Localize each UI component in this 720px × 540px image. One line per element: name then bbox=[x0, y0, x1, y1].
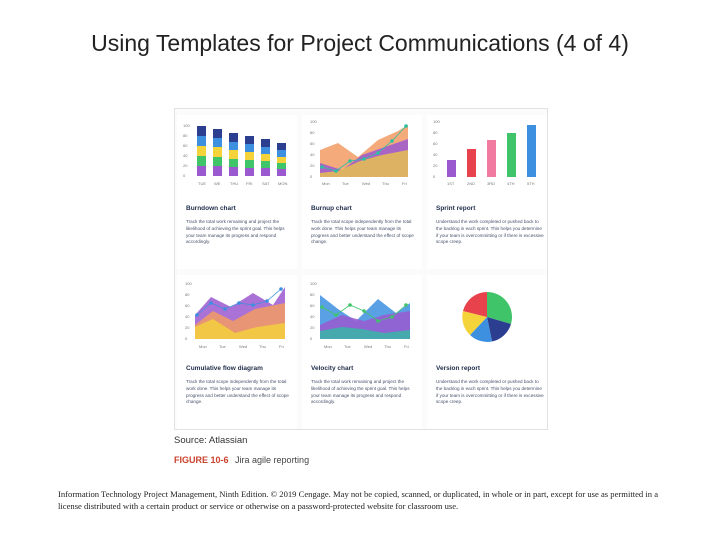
x-tick: Thu bbox=[382, 181, 389, 186]
y-tick: 100 bbox=[310, 281, 317, 286]
bar bbox=[507, 133, 516, 177]
y-tick: 60 bbox=[310, 303, 315, 308]
y-tick: 80 bbox=[185, 292, 190, 297]
x-tick: TUE bbox=[198, 181, 206, 186]
panel-cumulative-flow bbox=[177, 275, 297, 429]
y-tick: 40 bbox=[183, 153, 188, 158]
y-tick: 60 bbox=[433, 141, 438, 146]
sprint-report-chart bbox=[427, 115, 547, 203]
sprint-y-axis bbox=[433, 119, 440, 179]
burndown-y-axis bbox=[183, 123, 190, 178]
y-tick: 80 bbox=[183, 133, 188, 138]
x-tick: WE bbox=[214, 181, 221, 186]
y-tick: 20 bbox=[433, 163, 438, 168]
panel-description: Track the total work remaining and project the likelihood of achieving the sprint goal. This helps your team manage its progress and respond accordingly. bbox=[186, 219, 285, 245]
x-tick: Thu bbox=[384, 344, 391, 349]
velocity-chart bbox=[302, 275, 422, 363]
x-tick: Tue bbox=[219, 344, 226, 349]
velocity-y-axis bbox=[310, 281, 317, 341]
version-report-chart bbox=[427, 275, 547, 363]
panel-description: Understand the work completed or pushed back to the backlog in each sprint. This helps you determine if your team is overcommitting or if there is excessive scope creep. bbox=[436, 219, 544, 245]
panel-burnup bbox=[302, 115, 422, 269]
x-tick: Fri bbox=[404, 344, 409, 349]
y-tick: 0 bbox=[185, 336, 188, 341]
x-tick: SAT bbox=[262, 181, 270, 186]
burnup-y-axis bbox=[310, 119, 317, 179]
panel-velocity bbox=[302, 275, 422, 429]
y-tick: 40 bbox=[310, 152, 315, 157]
y-tick: 20 bbox=[183, 163, 188, 168]
y-tick: 0 bbox=[310, 336, 313, 341]
y-tick: 20 bbox=[185, 325, 190, 330]
burnup-x-axis bbox=[322, 181, 407, 186]
panel-description: Track the total scope independently from the total work done. This helps your team manage its progress and better understand the effect of scope change. bbox=[186, 379, 289, 405]
y-tick: 60 bbox=[185, 303, 190, 308]
y-tick: 40 bbox=[185, 314, 190, 319]
panel-title: Cumulative flow diagram bbox=[186, 365, 263, 372]
y-tick: 60 bbox=[310, 141, 315, 146]
figure-jira-reporting bbox=[174, 108, 548, 430]
panel-description: Understand the work completed or pushed back to the backlog in each sprint. This helps you determine if your team is overcommitting or if there is excessive scope creep. bbox=[436, 379, 544, 405]
bar bbox=[447, 160, 456, 177]
y-tick: 100 bbox=[183, 123, 190, 128]
x-tick: 5TH bbox=[527, 181, 535, 186]
x-tick: Mon bbox=[324, 344, 332, 349]
x-tick: 2ND bbox=[467, 181, 476, 186]
y-tick: 60 bbox=[183, 143, 188, 148]
figure-source: Source: Atlassian bbox=[174, 435, 248, 446]
x-tick: 1ST bbox=[447, 181, 455, 186]
x-tick: THU bbox=[230, 181, 239, 186]
x-tick: 4TH bbox=[507, 181, 515, 186]
x-tick: Thu bbox=[259, 344, 266, 349]
panel-title: Burndown chart bbox=[186, 205, 236, 212]
cumulative-flow-chart bbox=[177, 275, 297, 363]
panel-title: Sprint report bbox=[436, 205, 476, 212]
bar bbox=[467, 149, 476, 177]
cfd-x-axis bbox=[199, 344, 284, 349]
x-tick: Mon bbox=[322, 181, 330, 186]
figure-label: FIGURE 10-6 bbox=[174, 455, 229, 465]
y-tick: 0 bbox=[183, 173, 186, 178]
burndown-bars bbox=[197, 126, 286, 176]
y-tick: 0 bbox=[310, 174, 313, 179]
copyright-footer: Information Technology Project Management, Ninth Edition. © 2019 Cengage. May not be copied, scanned, or duplicated, in whole or in part, except for use as permitted in a license distributed with a certain product or service or otherwise on a password-protected website for classroom use. bbox=[58, 489, 659, 511]
y-tick: 80 bbox=[310, 292, 315, 297]
panel-burndown bbox=[177, 115, 297, 269]
burndown-chart bbox=[177, 115, 297, 203]
y-tick: 20 bbox=[310, 325, 315, 330]
burnup-chart bbox=[302, 115, 422, 203]
y-tick: 20 bbox=[310, 163, 315, 168]
pie-chart bbox=[462, 292, 512, 342]
x-tick: Tue bbox=[344, 344, 351, 349]
x-tick: Fri bbox=[279, 344, 284, 349]
y-tick: 80 bbox=[310, 130, 315, 135]
x-tick: Wed bbox=[239, 344, 248, 349]
sprint-x-axis bbox=[447, 181, 535, 186]
panel-version-report bbox=[427, 275, 547, 429]
velocity-x-axis bbox=[324, 344, 409, 349]
y-tick: 0 bbox=[433, 174, 436, 179]
x-tick: FRI bbox=[246, 181, 253, 186]
y-tick: 40 bbox=[310, 314, 315, 319]
x-tick: MON bbox=[278, 181, 288, 186]
panel-description: Track the total scope independently from the total work done. This helps your team manage its progress and better understand the effect of scope change. bbox=[311, 219, 414, 245]
figure-caption-text: Jira agile reporting bbox=[235, 455, 310, 465]
panel-title: Burnup chart bbox=[311, 205, 352, 212]
y-tick: 80 bbox=[433, 130, 438, 135]
bar bbox=[487, 140, 496, 177]
panel-sprint-report bbox=[427, 115, 547, 269]
x-tick: Wed bbox=[362, 181, 371, 186]
figure-caption bbox=[174, 455, 309, 465]
y-tick: 100 bbox=[185, 281, 192, 286]
panel-description: Track the total work remaining and project the likelihood of achieving the sprint goal. This helps your team manage its progress and respond accordingly. bbox=[311, 379, 410, 405]
x-tick: Mon bbox=[199, 344, 207, 349]
x-tick: 3RD bbox=[487, 181, 496, 186]
y-tick: 100 bbox=[310, 119, 317, 124]
burndown-x-axis bbox=[198, 181, 287, 186]
y-tick: 40 bbox=[433, 152, 438, 157]
panel-title: Version report bbox=[436, 365, 481, 372]
y-tick: 100 bbox=[433, 119, 440, 124]
bar bbox=[527, 125, 536, 177]
cfd-y-axis bbox=[185, 281, 192, 341]
x-tick: Wed bbox=[364, 344, 373, 349]
slide-title: Using Templates for Project Communications (4 of 4) bbox=[91, 30, 629, 56]
x-tick: Fri bbox=[402, 181, 407, 186]
panel-title: Velocity chart bbox=[311, 365, 354, 372]
x-tick: Tue bbox=[342, 181, 349, 186]
